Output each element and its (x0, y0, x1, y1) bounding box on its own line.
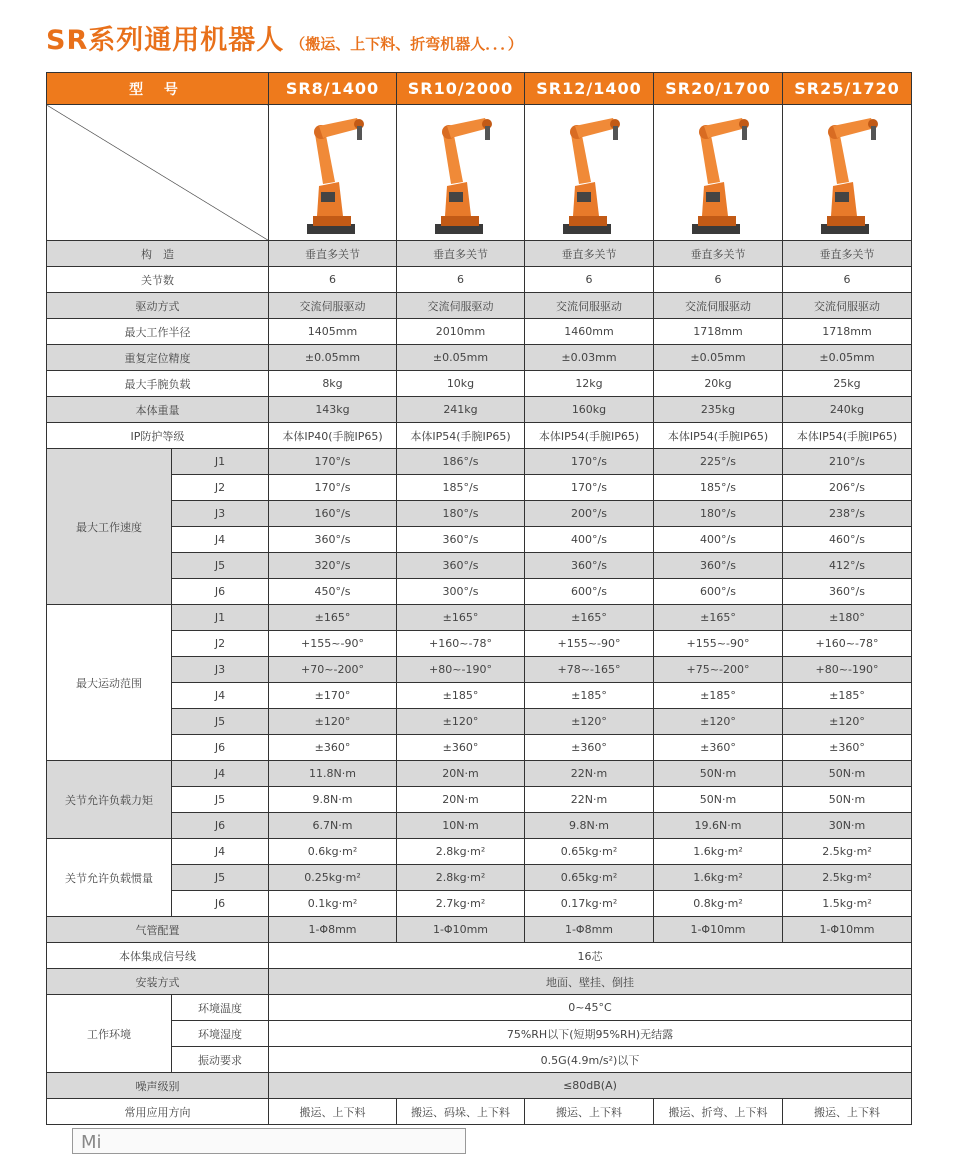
spec-value-cell: 20N·m (397, 787, 525, 813)
spec-value-cell: 交流伺服驱动 (397, 293, 525, 319)
model-name-cell: SR8/1400 (269, 73, 397, 105)
spec-value-cell: 6 (783, 267, 912, 293)
spec-value-cell: 垂直多关节 (397, 241, 525, 267)
spec-value-cell: 50N·m (654, 761, 783, 787)
spec-row (47, 267, 912, 293)
robot-image-cell (654, 105, 783, 241)
spec-value-cell: 400°/s (654, 527, 783, 553)
spec-value-cell: ±360° (397, 735, 525, 761)
sub-label-cell: 环境温度 (172, 995, 269, 1021)
spec-value-cell: 本体IP54(手腕IP65) (654, 423, 783, 449)
robot-arm-image (397, 112, 524, 237)
robot-arm-image (525, 112, 653, 237)
spec-value-cell: 2.7kg·m² (397, 891, 525, 917)
spec-row (47, 865, 912, 891)
spec-row (47, 345, 912, 371)
spec-value-cell: 210°/s (783, 449, 912, 475)
robot-image-cell (525, 105, 654, 241)
spec-value-cell: 600°/s (525, 579, 654, 605)
spec-value-cell: 2.8kg·m² (397, 865, 525, 891)
spec-value-cell: 1405mm (269, 319, 397, 345)
group-label-cell: 关节允许负载力矩 (47, 761, 172, 839)
joint-label-cell: J5 (172, 865, 269, 891)
page-title (46, 18, 523, 58)
spec-label-cell: 构 造 (47, 241, 269, 267)
spec-row (47, 553, 912, 579)
spec-value-cell: 0.6kg·m² (269, 839, 397, 865)
spec-row (47, 943, 912, 969)
spec-value-cell: 1-Φ8mm (269, 917, 397, 943)
spec-row (47, 735, 912, 761)
spec-value-cell: 30N·m (783, 813, 912, 839)
joint-label-cell: J1 (172, 605, 269, 631)
spec-value-cell: 360°/s (397, 527, 525, 553)
robot-arm-image (783, 112, 911, 237)
spec-value-cell: ±185° (783, 683, 912, 709)
spec-value-cell: 238°/s (783, 501, 912, 527)
spec-value-cell: 0.65kg·m² (525, 865, 654, 891)
spec-value-cell: 地面、壁挂、倒挂 (269, 969, 912, 995)
spec-label-cell: 本体集成信号线 (47, 943, 269, 969)
spec-value-cell: +155~-90° (654, 631, 783, 657)
robot-arm-image (654, 112, 782, 237)
spec-row (47, 475, 912, 501)
spec-row (47, 371, 912, 397)
spec-value-cell: 搬运、上下料 (783, 1099, 912, 1125)
spec-value-cell: 本体IP54(手腕IP65) (783, 423, 912, 449)
spec-value-cell: 搬运、上下料 (269, 1099, 397, 1125)
spec-value-cell: 垂直多关节 (525, 241, 654, 267)
spec-row (47, 969, 912, 995)
spec-row (47, 995, 912, 1021)
spec-value-cell: 206°/s (783, 475, 912, 501)
spec-value-cell: 9.8N·m (525, 813, 654, 839)
spec-value-cell: 22N·m (525, 787, 654, 813)
spec-row (47, 449, 912, 475)
joint-label-cell: J4 (172, 683, 269, 709)
spec-table (46, 72, 912, 1125)
spec-value-cell: 50N·m (783, 787, 912, 813)
spec-value-cell: ±120° (783, 709, 912, 735)
joint-label-cell: J2 (172, 475, 269, 501)
joint-label-cell: J4 (172, 761, 269, 787)
spec-row (47, 657, 912, 683)
spec-value-cell: 1718mm (654, 319, 783, 345)
spec-label-cell: 气管配置 (47, 917, 269, 943)
spec-value-cell: ±0.03mm (525, 345, 654, 371)
spec-value-cell: 186°/s (397, 449, 525, 475)
spec-row (47, 709, 912, 735)
model-name-cell: SR25/1720 (783, 73, 912, 105)
joint-label-cell: J4 (172, 839, 269, 865)
spec-value-cell: ±185° (525, 683, 654, 709)
spec-value-cell: ±0.05mm (397, 345, 525, 371)
joint-label-cell: J1 (172, 449, 269, 475)
spec-value-cell: 360°/s (654, 553, 783, 579)
overlay-bar-text: Mi (81, 1132, 102, 1153)
spec-label-cell: 安装方式 (47, 969, 269, 995)
spec-value-cell: 19.6N·m (654, 813, 783, 839)
spec-value-cell: 2.5kg·m² (783, 865, 912, 891)
spec-value-cell: 360°/s (397, 553, 525, 579)
spec-value-cell: 6 (269, 267, 397, 293)
spec-value-cell: 本体IP54(手腕IP65) (397, 423, 525, 449)
spec-value-cell: 170°/s (525, 475, 654, 501)
diagonal-corner-cell (47, 105, 269, 241)
spec-value-cell: 交流伺服驱动 (525, 293, 654, 319)
spec-row (47, 631, 912, 657)
spec-value-cell: ±170° (269, 683, 397, 709)
spec-row (47, 1047, 912, 1073)
spec-value-cell: ±165° (525, 605, 654, 631)
spec-value-cell: ±180° (783, 605, 912, 631)
model-name-cell: SR10/2000 (397, 73, 525, 105)
joint-label-cell: J3 (172, 657, 269, 683)
spec-value-cell: ±165° (397, 605, 525, 631)
spec-value-cell: 10kg (397, 371, 525, 397)
spec-value-cell: 2010mm (397, 319, 525, 345)
spec-value-cell: 9.8N·m (269, 787, 397, 813)
robot-image-cell (783, 105, 912, 241)
spec-label-cell: IP防护等级 (47, 423, 269, 449)
robot-image-cell (397, 105, 525, 241)
model-name-cell: SR12/1400 (525, 73, 654, 105)
spec-value-cell: 235kg (654, 397, 783, 423)
spec-value-cell: +160~-78° (397, 631, 525, 657)
spec-value-cell: 0.25kg·m² (269, 865, 397, 891)
spec-value-cell: ±165° (654, 605, 783, 631)
spec-value-cell: 交流伺服驱动 (269, 293, 397, 319)
spec-row (47, 527, 912, 553)
spec-value-cell: 450°/s (269, 579, 397, 605)
spec-value-cell: 25kg (783, 371, 912, 397)
spec-value-cell: ≤80dB(A) (269, 1073, 912, 1099)
title-main: SR系列通用机器人 (46, 25, 285, 56)
spec-value-cell: 6 (525, 267, 654, 293)
spec-value-cell: 185°/s (654, 475, 783, 501)
spec-value-cell: ±165° (269, 605, 397, 631)
spec-value-cell: 320°/s (269, 553, 397, 579)
spec-value-cell: 360°/s (525, 553, 654, 579)
spec-row (47, 501, 912, 527)
spec-value-cell: ±120° (269, 709, 397, 735)
spec-value-cell: ±120° (525, 709, 654, 735)
spec-value-cell: 0.1kg·m² (269, 891, 397, 917)
spec-value-cell: ±0.05mm (783, 345, 912, 371)
spec-value-cell: 1.5kg·m² (783, 891, 912, 917)
spec-value-cell: 0~45°C (269, 995, 912, 1021)
spec-value-cell: ±120° (397, 709, 525, 735)
spec-value-cell: 本体IP40(手腕IP65) (269, 423, 397, 449)
spec-value-cell: 1-Φ10mm (397, 917, 525, 943)
spec-value-cell: 6 (654, 267, 783, 293)
spec-value-cell: 1.6kg·m² (654, 865, 783, 891)
spec-value-cell: +80~-190° (397, 657, 525, 683)
spec-label-cell: 关节数 (47, 267, 269, 293)
spec-row (47, 683, 912, 709)
spec-value-cell: ±360° (783, 735, 912, 761)
spec-value-cell: 搬运、上下料 (525, 1099, 654, 1125)
spec-value-cell: 185°/s (397, 475, 525, 501)
joint-label-cell: J5 (172, 553, 269, 579)
spec-value-cell: 垂直多关节 (783, 241, 912, 267)
spec-value-cell: 50N·m (783, 761, 912, 787)
spec-value-cell: 460°/s (783, 527, 912, 553)
spec-value-cell: 交流伺服驱动 (654, 293, 783, 319)
joint-label-cell: J4 (172, 527, 269, 553)
spec-value-cell: 2.5kg·m² (783, 839, 912, 865)
spec-value-cell: 200°/s (525, 501, 654, 527)
joint-label-cell: J3 (172, 501, 269, 527)
spec-value-cell: ±360° (525, 735, 654, 761)
spec-value-cell: 400°/s (525, 527, 654, 553)
spec-value-cell: 1.6kg·m² (654, 839, 783, 865)
spec-value-cell: 412°/s (783, 553, 912, 579)
joint-label-cell: J6 (172, 579, 269, 605)
spec-value-cell: +80~-190° (783, 657, 912, 683)
spec-value-cell: 225°/s (654, 449, 783, 475)
spec-value-cell: 170°/s (269, 475, 397, 501)
spec-value-cell: 170°/s (525, 449, 654, 475)
spec-value-cell: 8kg (269, 371, 397, 397)
spec-row (47, 605, 912, 631)
spec-value-cell: 241kg (397, 397, 525, 423)
spec-value-cell: 1-Φ8mm (525, 917, 654, 943)
spec-value-cell: 240kg (783, 397, 912, 423)
spec-value-cell: 本体IP54(手腕IP65) (525, 423, 654, 449)
spec-value-cell: 180°/s (397, 501, 525, 527)
spec-label-cell: 最大工作半径 (47, 319, 269, 345)
spec-row (47, 241, 912, 267)
spec-row (47, 1021, 912, 1047)
spec-value-cell: 360°/s (783, 579, 912, 605)
joint-label-cell: J2 (172, 631, 269, 657)
spec-value-cell: 22N·m (525, 761, 654, 787)
robot-arm-image (269, 112, 396, 237)
spec-value-cell: 143kg (269, 397, 397, 423)
spec-value-cell: 0.17kg·m² (525, 891, 654, 917)
spec-value-cell: 搬运、码垛、上下料 (397, 1099, 525, 1125)
joint-label-cell: J5 (172, 709, 269, 735)
spec-value-cell: 1-Φ10mm (654, 917, 783, 943)
spec-row (47, 761, 912, 787)
spec-value-cell: 搬运、折弯、上下料 (654, 1099, 783, 1125)
spec-value-cell: +155~-90° (269, 631, 397, 657)
spec-value-cell: 300°/s (397, 579, 525, 605)
spec-value-cell: 垂直多关节 (269, 241, 397, 267)
spec-value-cell: 垂直多关节 (654, 241, 783, 267)
spec-value-cell: 0.65kg·m² (525, 839, 654, 865)
spec-value-cell: 360°/s (269, 527, 397, 553)
spec-value-cell: 交流伺服驱动 (783, 293, 912, 319)
spec-value-cell: ±185° (654, 683, 783, 709)
spec-label-cell: 噪声级别 (47, 1073, 269, 1099)
spec-label-cell: 常用应用方向 (47, 1099, 269, 1125)
robot-image-row (47, 105, 912, 241)
spec-value-cell: 2.8kg·m² (397, 839, 525, 865)
spec-value-cell: 160°/s (269, 501, 397, 527)
spec-value-cell: 6.7N·m (269, 813, 397, 839)
spec-value-cell: 10N·m (397, 813, 525, 839)
spec-row (47, 1099, 912, 1125)
spec-value-cell: +160~-78° (783, 631, 912, 657)
spec-value-cell: +75~-200° (654, 657, 783, 683)
spec-value-cell: ±0.05mm (654, 345, 783, 371)
spec-label-cell: 本体重量 (47, 397, 269, 423)
spec-value-cell: 180°/s (654, 501, 783, 527)
spec-value-cell: ±0.05mm (269, 345, 397, 371)
spec-row (47, 1073, 912, 1099)
spec-value-cell: 75%RH以下(短期95%RH)无结露 (269, 1021, 912, 1047)
group-label-cell: 工作环境 (47, 995, 172, 1073)
joint-label-cell: J6 (172, 813, 269, 839)
spec-row (47, 839, 912, 865)
spec-value-cell: +70~-200° (269, 657, 397, 683)
model-name-cell: SR20/1700 (654, 73, 783, 105)
spec-value-cell: 50N·m (654, 787, 783, 813)
model-label-cell: 型 号 (47, 73, 269, 105)
robot-image-cell (269, 105, 397, 241)
spec-row (47, 917, 912, 943)
spec-row (47, 787, 912, 813)
spec-value-cell: 170°/s (269, 449, 397, 475)
group-label-cell: 最大运动范围 (47, 605, 172, 761)
spec-value-cell: 11.8N·m (269, 761, 397, 787)
spec-value-cell: 16芯 (269, 943, 912, 969)
group-label-cell: 关节允许负载惯量 (47, 839, 172, 917)
spec-value-cell: ±360° (654, 735, 783, 761)
header-row (47, 73, 912, 105)
group-label-cell: 最大工作速度 (47, 449, 172, 605)
sub-label-cell: 振动要求 (172, 1047, 269, 1073)
spec-label-cell: 驱动方式 (47, 293, 269, 319)
spec-value-cell: 1460mm (525, 319, 654, 345)
spec-row (47, 293, 912, 319)
overlay-bar-fragment (72, 1128, 466, 1154)
spec-value-cell: 0.8kg·m² (654, 891, 783, 917)
spec-value-cell: +155~-90° (525, 631, 654, 657)
spec-value-cell: 1718mm (783, 319, 912, 345)
spec-value-cell: 20kg (654, 371, 783, 397)
joint-label-cell: J6 (172, 735, 269, 761)
spec-value-cell: 160kg (525, 397, 654, 423)
spec-row (47, 579, 912, 605)
sub-label-cell: 环境湿度 (172, 1021, 269, 1047)
spec-row (47, 319, 912, 345)
spec-value-cell: 20N·m (397, 761, 525, 787)
title-subtitle: （搬运、上下料、折弯机器人．．．） (290, 35, 523, 53)
spec-value-cell: ±360° (269, 735, 397, 761)
spec-row (47, 423, 912, 449)
spec-value-cell: ±185° (397, 683, 525, 709)
spec-value-cell: 0.5G(4.9m/s²)以下 (269, 1047, 912, 1073)
joint-label-cell: J5 (172, 787, 269, 813)
spec-value-cell: 600°/s (654, 579, 783, 605)
spec-value-cell: 12kg (525, 371, 654, 397)
spec-label-cell: 重复定位精度 (47, 345, 269, 371)
spec-label-cell: 最大手腕负载 (47, 371, 269, 397)
spec-value-cell: 6 (397, 267, 525, 293)
spec-value-cell: 1-Φ10mm (783, 917, 912, 943)
spec-row (47, 813, 912, 839)
spec-row (47, 397, 912, 423)
joint-label-cell: J6 (172, 891, 269, 917)
spec-row (47, 891, 912, 917)
spec-value-cell: ±120° (654, 709, 783, 735)
spec-value-cell: +78~-165° (525, 657, 654, 683)
